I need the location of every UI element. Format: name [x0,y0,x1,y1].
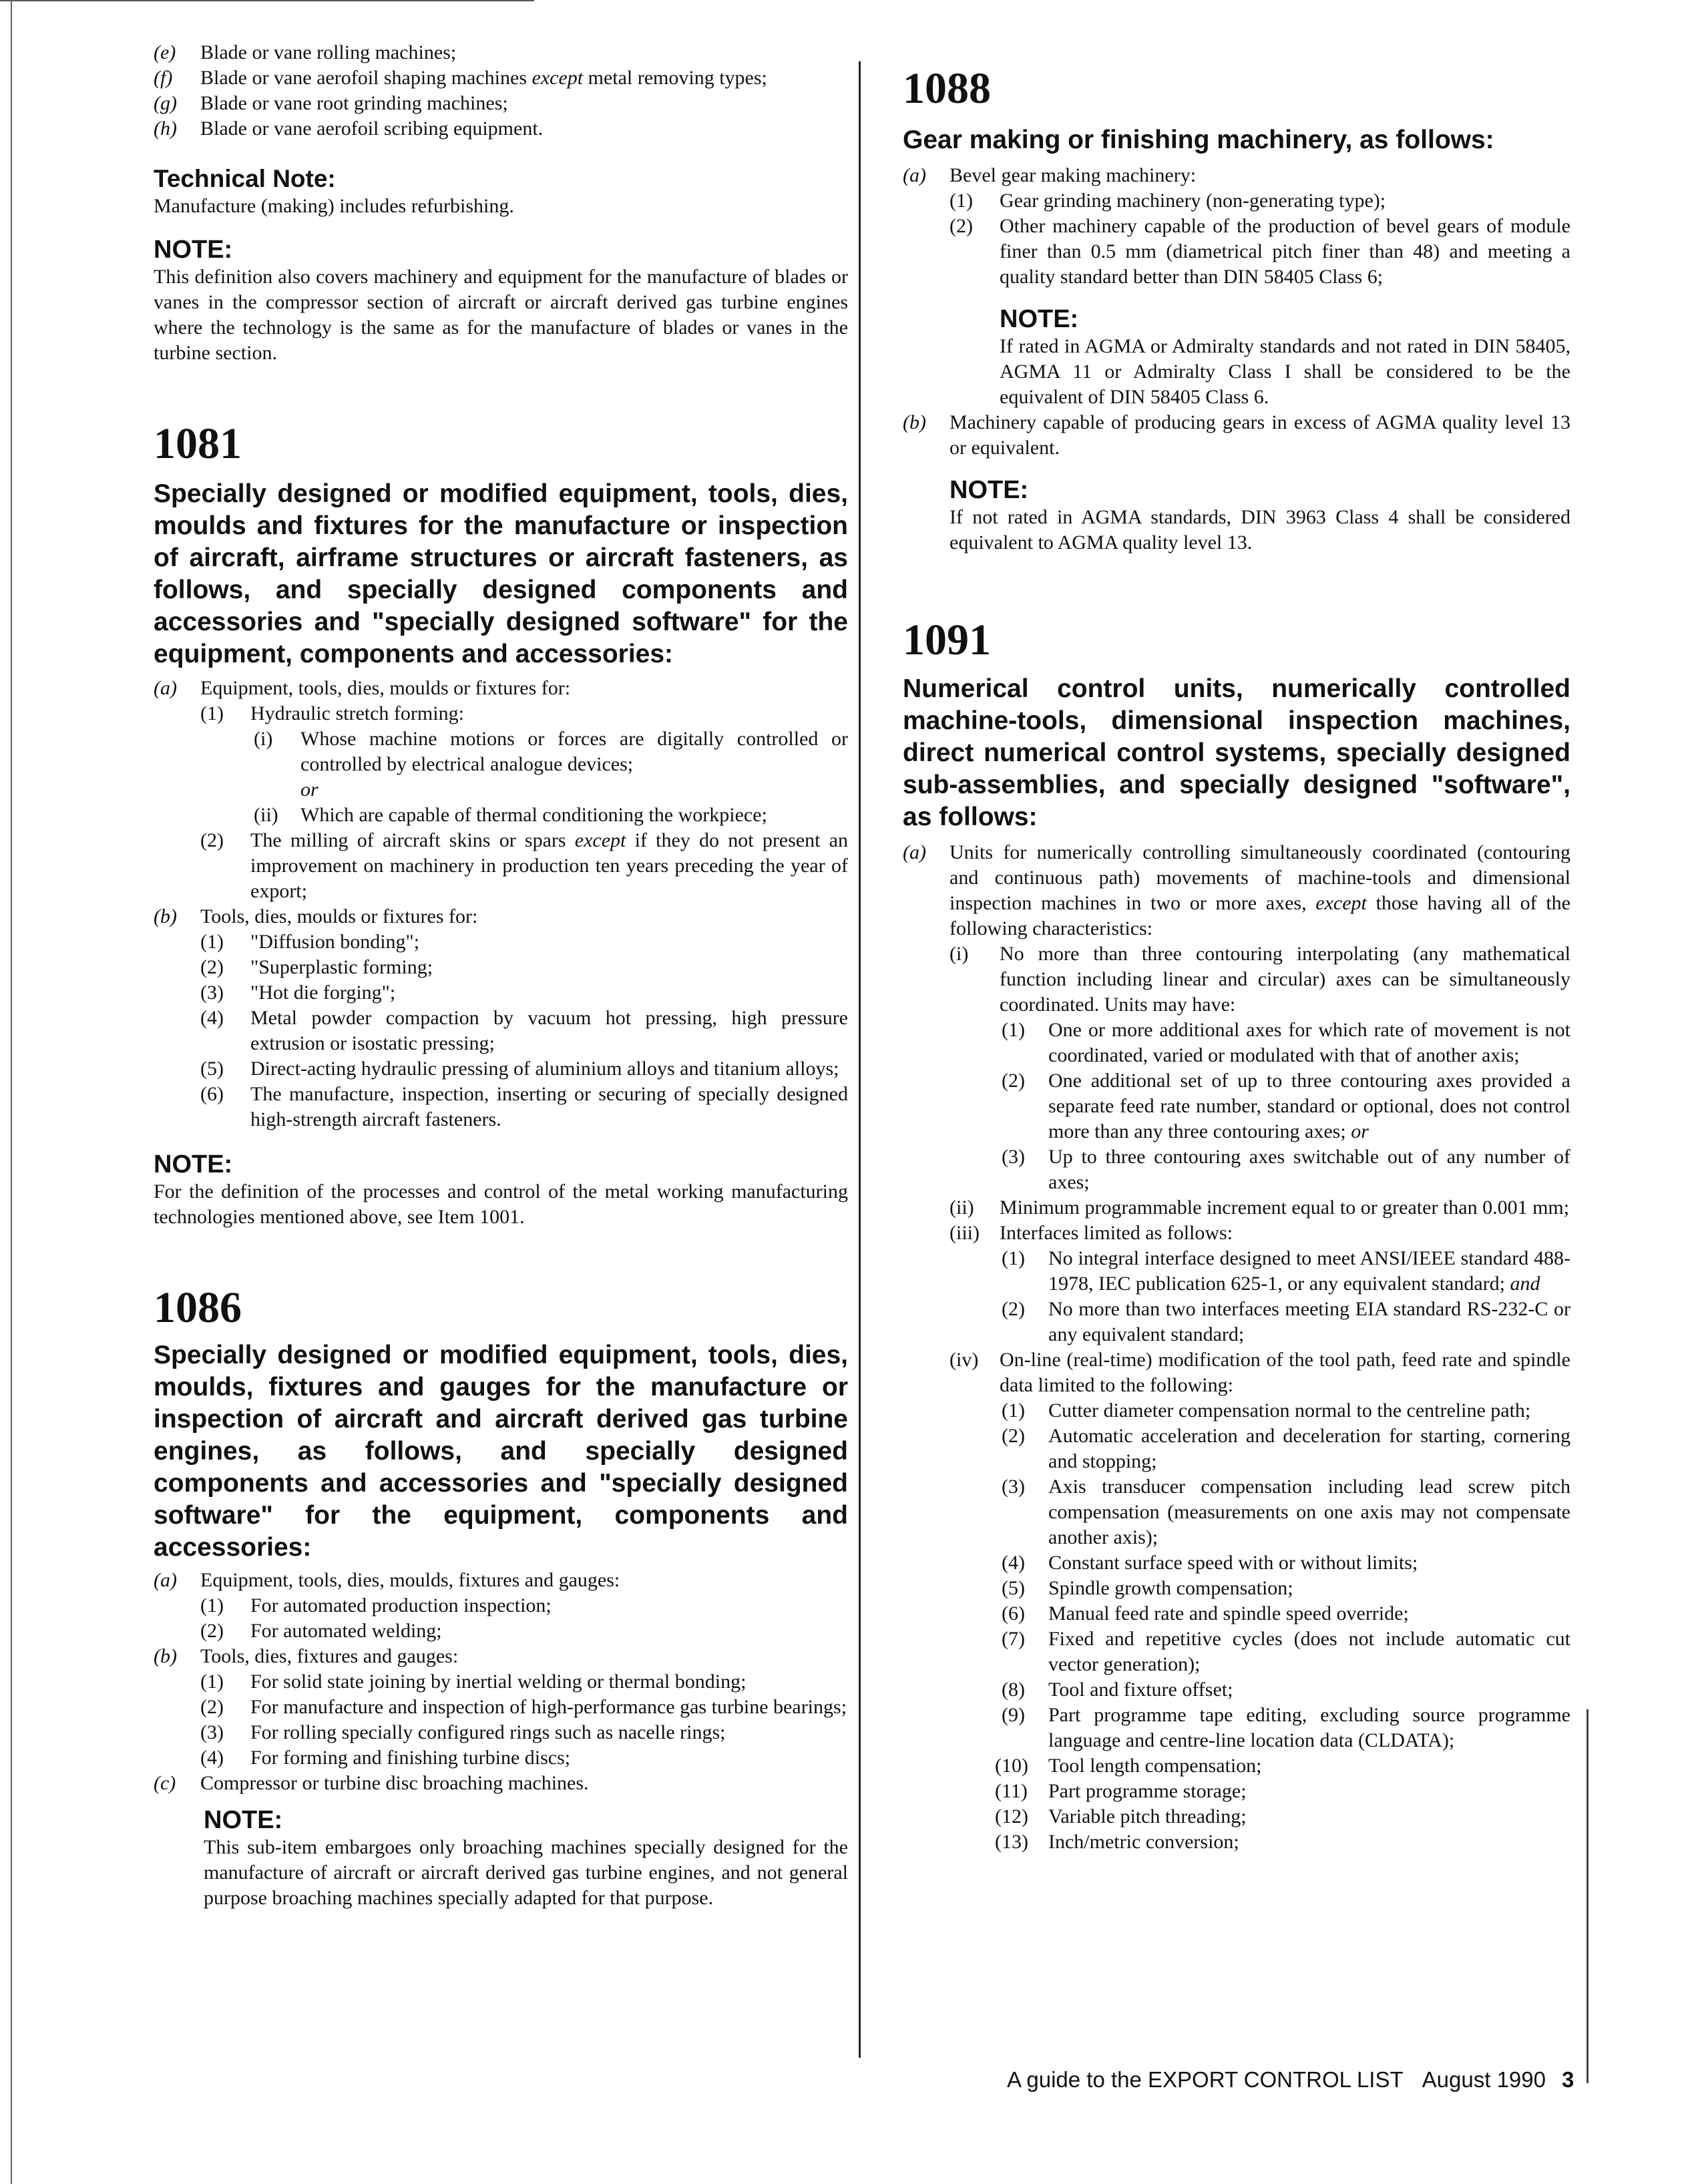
item-label: (h) [154,118,177,140]
item-label: (3) [1002,1146,1025,1168]
section-number: 1081 [154,419,242,468]
item-label: (12) [995,1805,1028,1827]
technical-note-title: Technical Note: [154,165,336,192]
item-text: The manufacture, inspection, inserting or securing of specially designed high-strength aircraft fasteners. [250,1083,848,1130]
scan-edge-left [11,0,12,2184]
item-label: (6) [200,1083,224,1105]
item-label: (4) [200,1747,224,1769]
item-label: (b) [903,411,926,433]
item-text: Tool length compensation; [1048,1755,1262,1777]
list-item [903,1347,1570,1398]
item-text: On-line (real-time) modification of the tool path, feed rate and spindle data limited to the following: [1000,1349,1570,1396]
item-label: (1) [1002,1399,1025,1422]
item-text: For automated welding; [250,1620,442,1642]
list-item [154,1695,848,1720]
item-label: (2) [1002,1070,1025,1092]
footer-guide-title: A guide to the EXPORT CONTROL LIST [1007,2067,1404,2092]
item-text: Tools, dies, fixtures and gauges: [200,1645,459,1667]
note-title: NOTE: [154,236,233,264]
item-text: Blade or vane root grinding machines; [200,92,508,114]
item-text: For solid state joining by inertial welding or thermal bonding; [250,1671,747,1693]
item-text: Equipment, tools, dies, moulds or fixtures for: [200,677,571,699]
item-label: (5) [1002,1577,1025,1599]
item-text: Direct-acting hydraulic pressing of aluminium alloys and titanium alloys; [250,1058,839,1080]
section-number: 1086 [154,1283,242,1332]
item-label: (3) [1002,1476,1025,1498]
item-label: (c) [154,1772,176,1794]
item-label: (2) [1002,1425,1025,1447]
note-text: This definition also covers machinery and equipment for the manufacture of blades or vanes in the compressor section of aircraft or aircraft derived gas turbine engines where the technology is the same as for the manufacture of blades or vanes in the turbine section. [154,266,848,364]
list-item [154,929,848,955]
item-text: Machinery capable of producing gears in excess of AGMA quality level 13 or equivalent. [950,411,1570,459]
item-label: (a) [903,164,926,186]
list-item [154,1082,848,1132]
list-item [903,214,1570,290]
list-item [903,1144,1570,1195]
item-label: (i) [950,943,969,965]
list-item [154,1618,848,1644]
item-text: Bevel gear making machinery: [950,164,1197,186]
item-label: (10) [995,1755,1028,1777]
technical-note-text: Manufacture (making) includes refurbishing. [154,195,514,217]
item-label: (2) [200,829,224,851]
item-text: Spindle growth compensation; [1048,1577,1293,1599]
footer-date: August 1990 [1422,2067,1546,2092]
item-label: (a) [903,841,926,863]
item-label: (9) [1002,1704,1025,1726]
item-emphasis: except [1315,892,1367,914]
right-column [903,40,1570,1855]
item-label: (a) [154,1569,177,1591]
list-item [903,1677,1570,1703]
item-label: (ii) [254,804,278,826]
list-item [903,1753,1570,1779]
item-label: (7) [1002,1628,1025,1650]
list-item [154,1669,848,1695]
item-label: (1) [200,1594,224,1616]
item-label: (2) [200,1696,224,1718]
list-item [154,1771,848,1796]
item-text: "Hot die forging"; [250,981,396,1004]
item-text: Other machinery capable of the production of bevel gears of module finer than 0.5 mm (diametrical pitch finer than 48) and meeting a quality standard better than DIN 58405 Class 6; [1000,215,1570,288]
list-item [903,1779,1570,1804]
item-text: "Superplastic forming; [250,956,433,978]
list-item [154,65,848,91]
item-label: (4) [1002,1552,1025,1574]
item-label: (2) [1002,1298,1025,1320]
item-label: (2) [950,215,973,237]
list-item [903,188,1570,214]
item-label: (1) [1002,1247,1025,1269]
item-text: Equipment, tools, dies, moulds, fixtures and gauges: [200,1569,620,1591]
item-emphasis: and [1510,1273,1540,1295]
item-text: Inch/metric conversion; [1048,1831,1239,1853]
item-text: those having all of the following characteristics: [950,892,1570,939]
item-label: (iii) [950,1222,980,1244]
item-text: For manufacture and inspection of high-performance gas turbine bearings; [250,1696,847,1718]
item-label: (b) [154,1645,177,1667]
item-text: Blade or vane aerofoil scribing equipment. [200,118,544,140]
list-item [154,955,848,980]
item-text: if they do not present an improvement on machinery in production ten years preceding the year of export; [250,829,848,902]
item-label: (a) [154,677,177,699]
item-text: metal removing types; [583,67,767,89]
list-item [903,1474,1570,1550]
item-emphasis: or [1351,1120,1369,1142]
list-item [154,1006,848,1056]
item-label: (13) [995,1831,1028,1853]
note-title: NOTE: [1000,305,1079,333]
item-text: For automated production inspection; [250,1594,552,1616]
item-label: (2) [200,956,224,978]
item-label: (3) [200,1721,224,1743]
list-item [903,1424,1570,1474]
note-title: NOTE: [950,476,1029,504]
item-text: Part programme tape editing, excluding source programme language and centre-line location data (CLDATA); [1048,1704,1570,1751]
list-item [903,1626,1570,1677]
list-item [903,941,1570,1018]
item-label: (6) [1002,1602,1025,1624]
list-item [154,701,848,726]
item-label: (4) [200,1007,224,1029]
list-item [903,1195,1570,1221]
note-text: If not rated in AGMA standards, DIN 3963 Class 4 shall be considered equivalent to AGMA quality level 13. [950,506,1570,554]
section-title: Specially designed or modified equipment, tools, dies, moulds, fixtures and gauges for the manufacture or inspection of aircraft and aircraft derived gas turbine engines, as follows, and specially designed components and accessories and "specially designed software" for the equipment, components and accessories: [154,1341,848,1562]
column-divider [859,61,861,2058]
list-item [154,116,848,142]
item-text: Constant surface speed with or without limits; [1048,1552,1418,1574]
item-label: (1) [200,931,224,953]
item-text: Blade or vane rolling machines; [200,41,457,63]
item-label: (8) [1002,1679,1025,1701]
item-text: Automatic acceleration and deceleration for starting, cornering and stopping; [1048,1425,1570,1472]
item-text: Blade or vane aerofoil shaping machines [200,67,532,89]
item-text: Tools, dies, moulds or fixtures for: [200,905,478,927]
item-text: Manual feed rate and spindle speed override; [1048,1602,1409,1624]
item-text: The milling of aircraft skins or spars [250,829,575,851]
item-text: For rolling specially configured rings such as nacelle rings; [250,1721,726,1743]
item-text: Up to three contouring axes switchable out of any number of axes; [1048,1146,1570,1193]
list-item [903,410,1570,461]
item-label: (g) [154,92,177,114]
list-item [903,1829,1570,1855]
item-text: Metal powder compaction by vacuum hot pressing, high pressure extrusion or isostatic pressing; [250,1007,848,1054]
section-title: Gear making or finishing machinery, as follows: [903,126,1494,154]
section-number: 1091 [903,616,991,664]
list-item [154,1056,848,1082]
item-text: Gear grinding machinery (non-generating type); [1000,190,1386,212]
item-label: (3) [200,981,224,1004]
item-emphasis: except [574,829,626,851]
item-text: Variable pitch threading; [1048,1805,1247,1827]
item-label: (f) [154,67,173,89]
item-text: No more than two interfaces meeting EIA standard RS-232-C or any equivalent standard; [1048,1298,1570,1345]
list-item [903,1398,1570,1424]
item-text: Tool and fixture offset; [1048,1679,1233,1701]
item-label: (2) [200,1620,224,1642]
list-item [903,840,1570,941]
item-text: Which are capable of thermal conditioning the workpiece; [300,804,767,826]
list-item [903,1297,1570,1347]
note-title: NOTE: [204,1806,283,1834]
list-item [903,1246,1570,1297]
list-item [903,1018,1570,1068]
item-label: (ii) [950,1196,974,1219]
item-text: Minimum programmable increment equal to or greater than 0.001 mm; [1000,1196,1570,1219]
right-margin-rule [1587,1709,1589,2083]
item-text: Part programme storage; [1048,1780,1247,1802]
list-item [154,1593,848,1618]
item-text: Cutter diameter compensation normal to the centreline path; [1048,1399,1531,1422]
section-number: 1088 [903,64,991,113]
item-label: (1) [200,702,224,724]
item-text: Axis transducer compensation including lead screw pitch compensation (measurements on one axis may not compensate another axis); [1048,1476,1570,1548]
item-text: Fixed and repetitive cycles (does not include automatic cut vector generation); [1048,1628,1570,1675]
list-item [903,1601,1570,1626]
item-label: (i) [254,728,273,750]
item-text: One additional set of up to three contouring axes provided a separate feed rate number, standard or optional, does not control more than any three contouring axes; [1048,1070,1570,1142]
scan-edge-top [0,0,534,1]
item-text: Units for numerically controlling simultaneously coordinated (contouring and continuous path) movements of machine-tools and dimensional inspection machines in two or more axes, [950,841,1570,914]
list-item [154,1745,848,1771]
item-text: Hydraulic stretch forming: [250,702,464,724]
item-label: (e) [154,41,176,63]
item-emphasis: except [532,67,584,89]
list-item [154,904,848,929]
list-item [154,91,848,116]
list-item [903,1804,1570,1829]
item-text: "Diffusion bonding"; [250,931,420,953]
item-label: (1) [1002,1019,1025,1041]
list-item [903,1550,1570,1576]
item-label: (b) [154,905,177,927]
item-label: (iv) [950,1349,979,1371]
list-item [154,1568,848,1593]
list-item [903,1576,1570,1601]
item-label: (1) [200,1671,224,1693]
list-item [154,726,848,777]
list-item [154,1644,848,1669]
page-number: 3 [1561,2067,1574,2092]
item-label: (5) [200,1058,224,1080]
item-text: No more than three contouring interpolating (any mathematical function including linear and circular) axes can be simultaneously coordinated. Units may have: [1000,943,1570,1016]
note-text: This sub-item embargoes only broaching machines specially designed for the manufacture of aircraft or aircraft derived gas turbine engines, and not general purpose broaching machines specially adapted for that purpose. [204,1836,848,1909]
item-text: No integral interface designed to meet ANSI/IEEE standard 488-1978, IEC publication 625-1, or any equivalent standard; [1048,1247,1570,1295]
item-text: Interfaces limited as follows: [1000,1222,1233,1244]
list-item [154,980,848,1006]
note-text: If rated in AGMA or Admiralty standards and not rated in DIN 58405, AGMA 11 or Admiralty Class I shall be considered to be the equivalent of DIN 58405 Class 6. [1000,335,1570,408]
list-item [903,1221,1570,1246]
list-item [154,1720,848,1745]
item-text: For forming and finishing turbine discs; [250,1747,571,1769]
list-item [903,1703,1570,1753]
item-text: One or more additional axes for which rate of movement is not coordinated, varied or modulated with that of another axis; [1048,1019,1570,1066]
left-column [154,40,848,1911]
item-label: (1) [950,190,973,212]
list-item [154,40,848,65]
section-title: Numerical control units, numerically controlled machine-tools, dimensional inspection machines, direct numerical control systems, specially designed sub-assemblies, and specially designed "software", as follows: [903,674,1570,831]
item-text: Compressor or turbine disc broaching machines. [200,1772,589,1794]
page-footer [1007,2067,1574,2093]
item-label: (11) [995,1780,1028,1802]
section-title: Specially designed or modified equipment, tools, dies, moulds and fixtures for the manufacture or inspection of aircraft, airframe structures or aircraft fasteners, as follows, and specially designed components and accessories and "specially designed software" for the equipment, components and accessories: [154,479,848,668]
list-item [154,828,848,904]
list-item [903,163,1570,188]
list-item [903,1068,1570,1144]
note-title: NOTE: [154,1150,233,1178]
note-text: For the definition of the processes and control of the metal working manufacturing technologies mentioned above, see Item 1001. [154,1180,848,1228]
list-item [154,803,848,828]
item-text: Whose machine motions or forces are digitally controlled or controlled by electrical analogue devices; [300,728,848,775]
connector-or: or [300,779,319,801]
list-item [154,676,848,701]
